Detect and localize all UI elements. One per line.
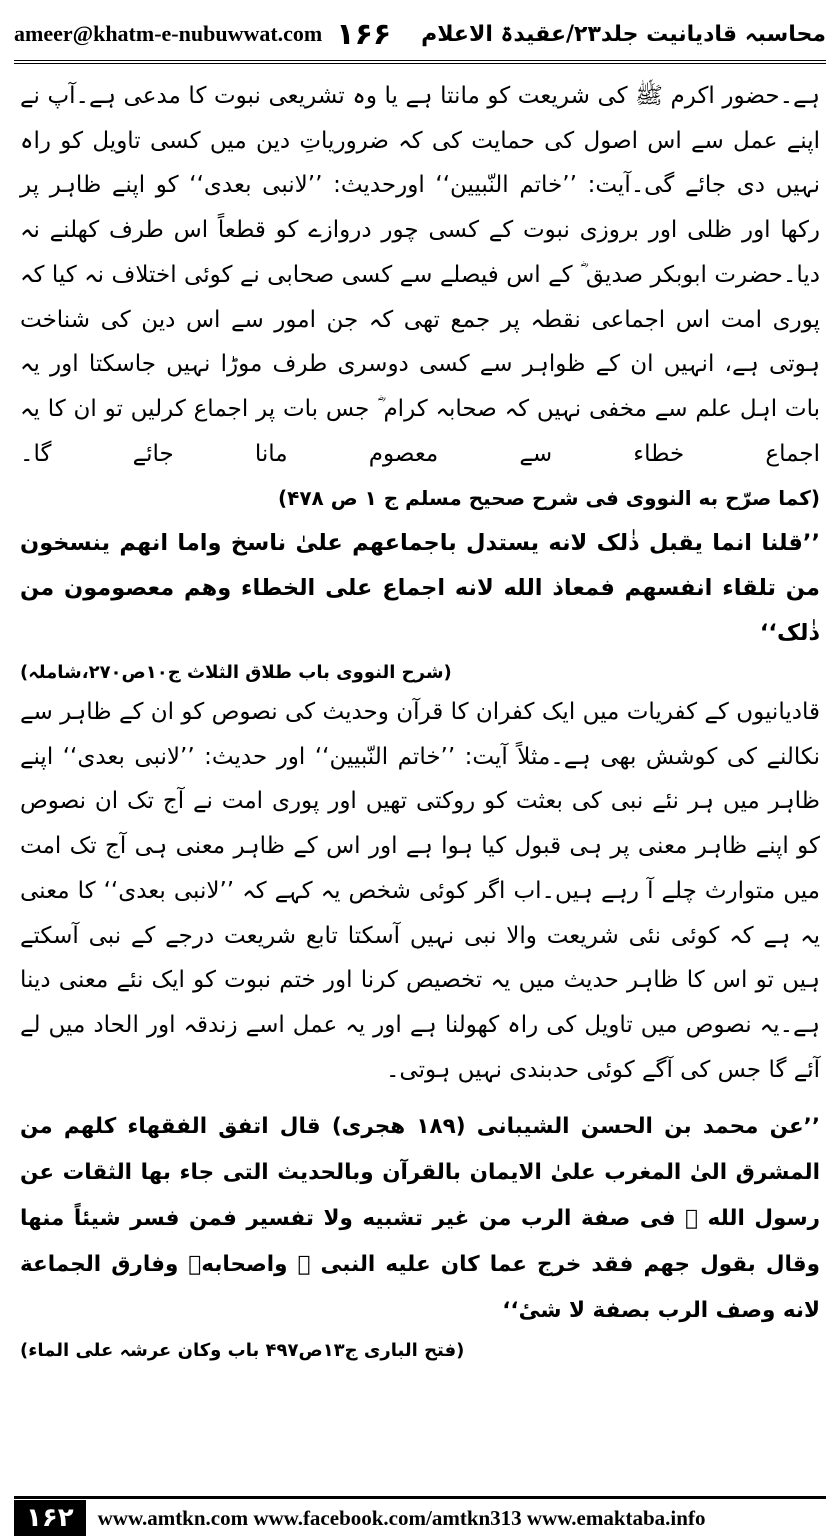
nawawi-reference: (کما صرّح به النووی فی شرح صحیح مسلم ج ۱ ص ۴۷۸) — [277, 486, 820, 511]
arabic-quote-nawawi: ’’قلنا انما یقبل ذٰلک لانه یستدل باجماعهم علیٰ ناسخ واما انهم ینسخون من تلقاء انفسهم فمعاذ الله لانه اجماع علی الخطاء وهم معصومون من ذٰلک‘‘ — [20, 530, 820, 647]
page-footer — [14, 1496, 826, 1537]
header-email: ameer@khatm-e-nubuwwat.com — [14, 21, 323, 46]
quote-nawawi-reference: (شرح النووی باب طلاق الثلاث ج۱۰ص۲۷۰،شاملہ) — [20, 662, 452, 684]
quote-fath-al-bari-reference: (فتح الباری ج۱۳ص۴۹۷ باب وکان عرشہ علی الماء) — [20, 1340, 465, 1362]
page-body — [20, 74, 820, 1368]
header-title: محاسبہ قادیانیت جلد۲۳/عقیدۃ الاعلام — [421, 21, 826, 47]
paragraph-intro — [20, 74, 820, 521]
paragraph-qadiani: قادیانیوں کے کفریات میں ایک کفران کا قرآن وحدیث کی نصوص کو ان کے ظاہر سے نکالنے کی کوشش بھی ہے۔مثلاً آیت: ’’خاتم النّبیین‘‘ اور حدیث: ’’لانبی بعدی‘‘ اپنے ظاہر میں ہر نئے نبی کی بعثت کو روکتی تھیں اور پوری امت نے آج تک ان نصوص کو اپنے ظاہر معنی پر ہی قبول کیا ہوا ہے اور اس کے ظاہر معنی ہی آج تک امت میں متوارث چلے آ رہے ہیں۔اب اگر کوئی شخص یہ کہے کہ ’’لانبی بعدی‘‘ کا معنی یہ ہے کہ کوئی نئی شریعت والا نبی نہیں آسکتا تابع شریعت درجے کے نبی آسکتے ہیں تو اس کا ظاہر حدیث میں یہ تخصیص کرنا اور ختم نبوت کو ایک نئے معنی دینا ہے۔یہ نصوص میں تاویل کی راہ کھولنا ہے اور یہ عمل اسے زندقہ اور الحاد میں لے آئے گا جس کی آگے کوئی حدبندی نہیں ہوتی۔ — [20, 699, 820, 1083]
header-page-number: ۱۶۶ — [336, 16, 392, 52]
paragraph-intro-text: ہے۔حضور اکرم ﷺ کی شریعت کو مانتا ہے یا وہ تشریعی نبوت کا مدعی ہے۔آپ نے اپنے عمل سے اس اصول کی حمایت کی کہ ضروریاتِ دین میں کسی تاویل کو راہ نہیں دی جائے گی۔آیت: ’’خاتم النّبیین‘‘ اورحدیث: ’’لانبی بعدی‘‘ کو اپنے ظاہر پر رکھا اور ظلی اور بروزی نبوت کے کسی چور دروازے کو قطعاً اس طرف کھلنے نہ دیا۔حضرت ابوبکر صدیق ؓ کے اس فیصلے سے کسی صحابی نے کوئی اختلاف نہ کیا کہ پوری امت اس اجماعی نقطہ پر جمع تھی کہ جن امور سے اس دین کی شناخت ہوتی ہے، انہیں ان کے ظواہر سے کسی دوسری طرف موڑا نہیں جاسکتا اور یہ بات اہل علم سے مخفی نہیں کہ صحابہ کرام ؓ جس بات پر اجماع کرلیں تو ان کا یہ اجماع خطاء سے معصوم مانا جائے گا۔ — [20, 83, 820, 467]
page-header — [14, 8, 826, 64]
footer-page-badge: ۱۶۲ — [14, 1500, 86, 1536]
header-left — [14, 17, 391, 52]
footer-website-links[interactable]: www.amtkn.com www.facebook.com/amtkn313 www.emaktaba.info — [97, 1505, 706, 1530]
arabic-quote-shaibani: ’’عن محمد بن الحسن الشیبانی (۱۸۹ ھجری) قال اتفق الفقهاء کلهم من المشرق الیٰ المغرب علیٰ الایمان بالقرآن وبالحدیث التی جاء بها الثقات عن رسول الله ﷺ فی صفة الرب من غیر تشبیه ولا تفسیر فمن فسر شیئاً منها وقال بقول جهم فقد خرج عما کان علیه النبی ﷺ واصحابهؓ وفارق الجماعة لانه وصف الرب بصفة لا شیٔ‘‘ — [20, 1114, 820, 1324]
